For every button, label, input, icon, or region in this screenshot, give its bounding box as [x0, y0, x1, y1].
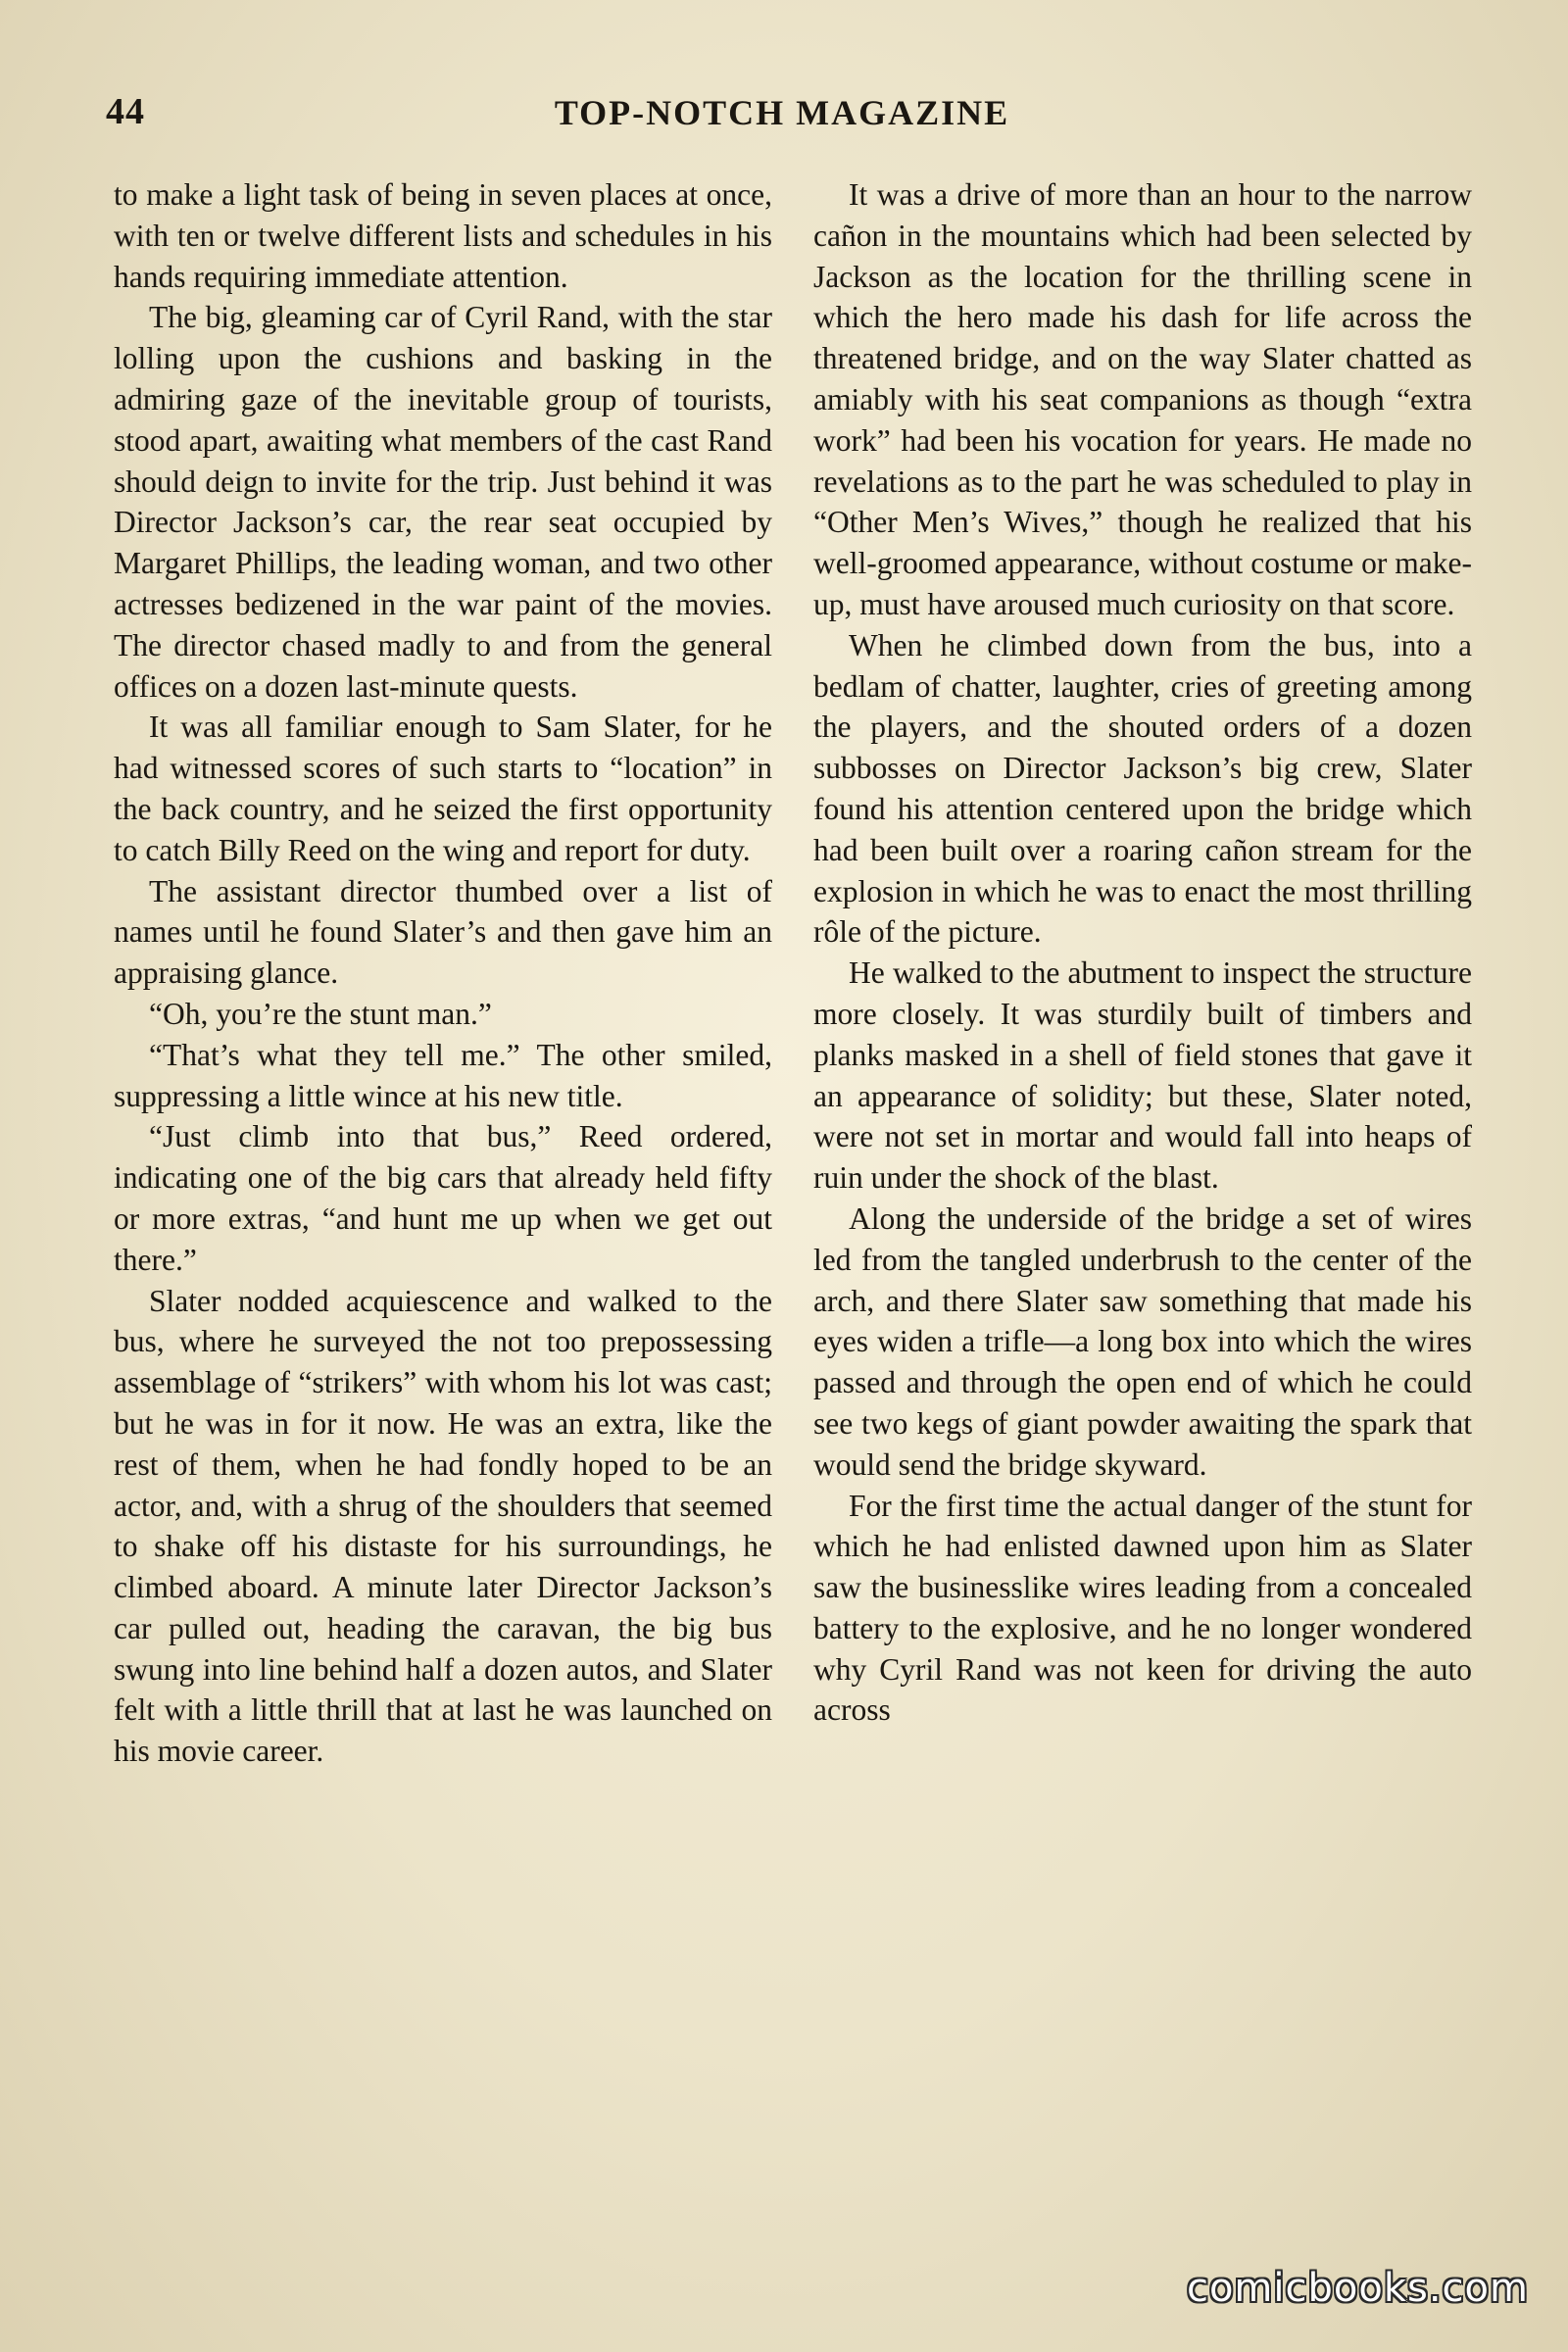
paragraph: He walked to the abutment to inspect the structure more closely. It was sturdily built of timbers and planks masked in a shell of field stones that gave it an appearance of solidity; but these, Slater noted, were not set in mortar and would fall into heaps of ruin under the shock of the blast.	[813, 956, 1472, 1196]
paragraph: “Just climb into that bus,” Reed ordered, indicating one of the big cars that already held fifty or more extras, “and hunt me up when we get out there.”	[114, 1119, 772, 1277]
page-header	[106, 90, 1478, 149]
paragraph: “Oh, you’re the stunt man.”	[149, 996, 492, 1031]
paragraph: It was all familiar enough to Sam Slater, for he had witnessed scores of such starts to “location” in the back country, and he seized the first opportunity to catch Billy Reed on the wing and report for duty.	[114, 710, 772, 867]
paragraph: to make a light task of being in seven places at once, with ten or twelve different lists and schedules in his hands requiring immediate attention.	[114, 177, 772, 294]
paragraph: For the first time the actual danger of the stunt for which he had enlisted dawned upon him as Slater saw the businesslike wires leading from a concealed battery to the explosive, and he no longer wondered why Cyril Rand was not keen for driving the auto across	[813, 1488, 1472, 1728]
magazine-title: TOP-NOTCH MAGAZINE	[554, 93, 1010, 132]
paragraph: It was a drive of more than an hour to the narrow cañon in the mountains which had been selected by Jackson as the location for the thrilling scene in which the hero made his dash for life across the threatened bridge, and on the way Slater chatted as amiably with his seat companions as though “extra work” had been his vocation for years. He made no revelations as to the part he was scheduled to play in “Other Men’s Wives,” though he realized that his well-groomed appearance, without costume or make-up, must have aroused much curiosity on that score.	[813, 177, 1472, 621]
paragraph: When he climbed down from the bus, into a bedlam of chatter, laughter, cries of greeting among the players, and the shouted orders of a dozen subbosses on Director Jackson’s big crew, Slater found his attention centered upon the bridge which had been built over a roaring cañon stream for the explosion in which he was to enact the most thrilling rôle of the picture.	[813, 627, 1472, 950]
paragraph: Along the underside of the bridge a set of wires led from the tangled underbrush to the center of the arch, and there Slater saw something that made his eyes widen a trifle—a long box into which the wires passed and through the open end of which he could see two kegs of giant powder awaiting the spark that would send the bridge skyward.	[813, 1200, 1472, 1482]
watermark: comicbooks.com	[1186, 2266, 1529, 2311]
paragraph: The assistant director thumbed over a list of names until he found Slater’s and then gave him an appraising glance.	[114, 873, 772, 991]
right-column	[813, 174, 1472, 1731]
paragraph: “That’s what they tell me.” The other smiled, suppressing a little wince at his new title.	[114, 1037, 772, 1113]
paragraph: Slater nodded acquiescence and walked to the bus, where he surveyed the not too prepossessing assemblage of “strikers” with whom his lot was cast; but he was in for it now. He was an extra, like the rest of them, when he had fondly hoped to be an actor, and, with a shrug of the shoulders that seemed to shake off his distaste for his surroundings, he climbed aboard. A minute later Director Jackson’s car pulled out, heading the caravan, the big bus swung into line behind half a dozen autos, and Slater felt with a little thrill that at last he was launched on his movie career.	[114, 1283, 772, 1769]
left-column	[114, 174, 772, 1772]
page-number: 44	[106, 91, 145, 132]
paragraph: The big, gleaming car of Cyril Rand, with the star lolling upon the cushions and basking in the admiring gaze of the inevitable group of tourists, stood apart, awaiting what members of the cast Rand should deign to invite for the trip. Just behind it was Director Jackson’s car, the rear seat occupied by Margaret Phillips, the leading woman, and two other actresses bedizened in the war paint of the movies. The director chased madly to and from the general offices on a dozen last-minute quests.	[114, 300, 772, 704]
